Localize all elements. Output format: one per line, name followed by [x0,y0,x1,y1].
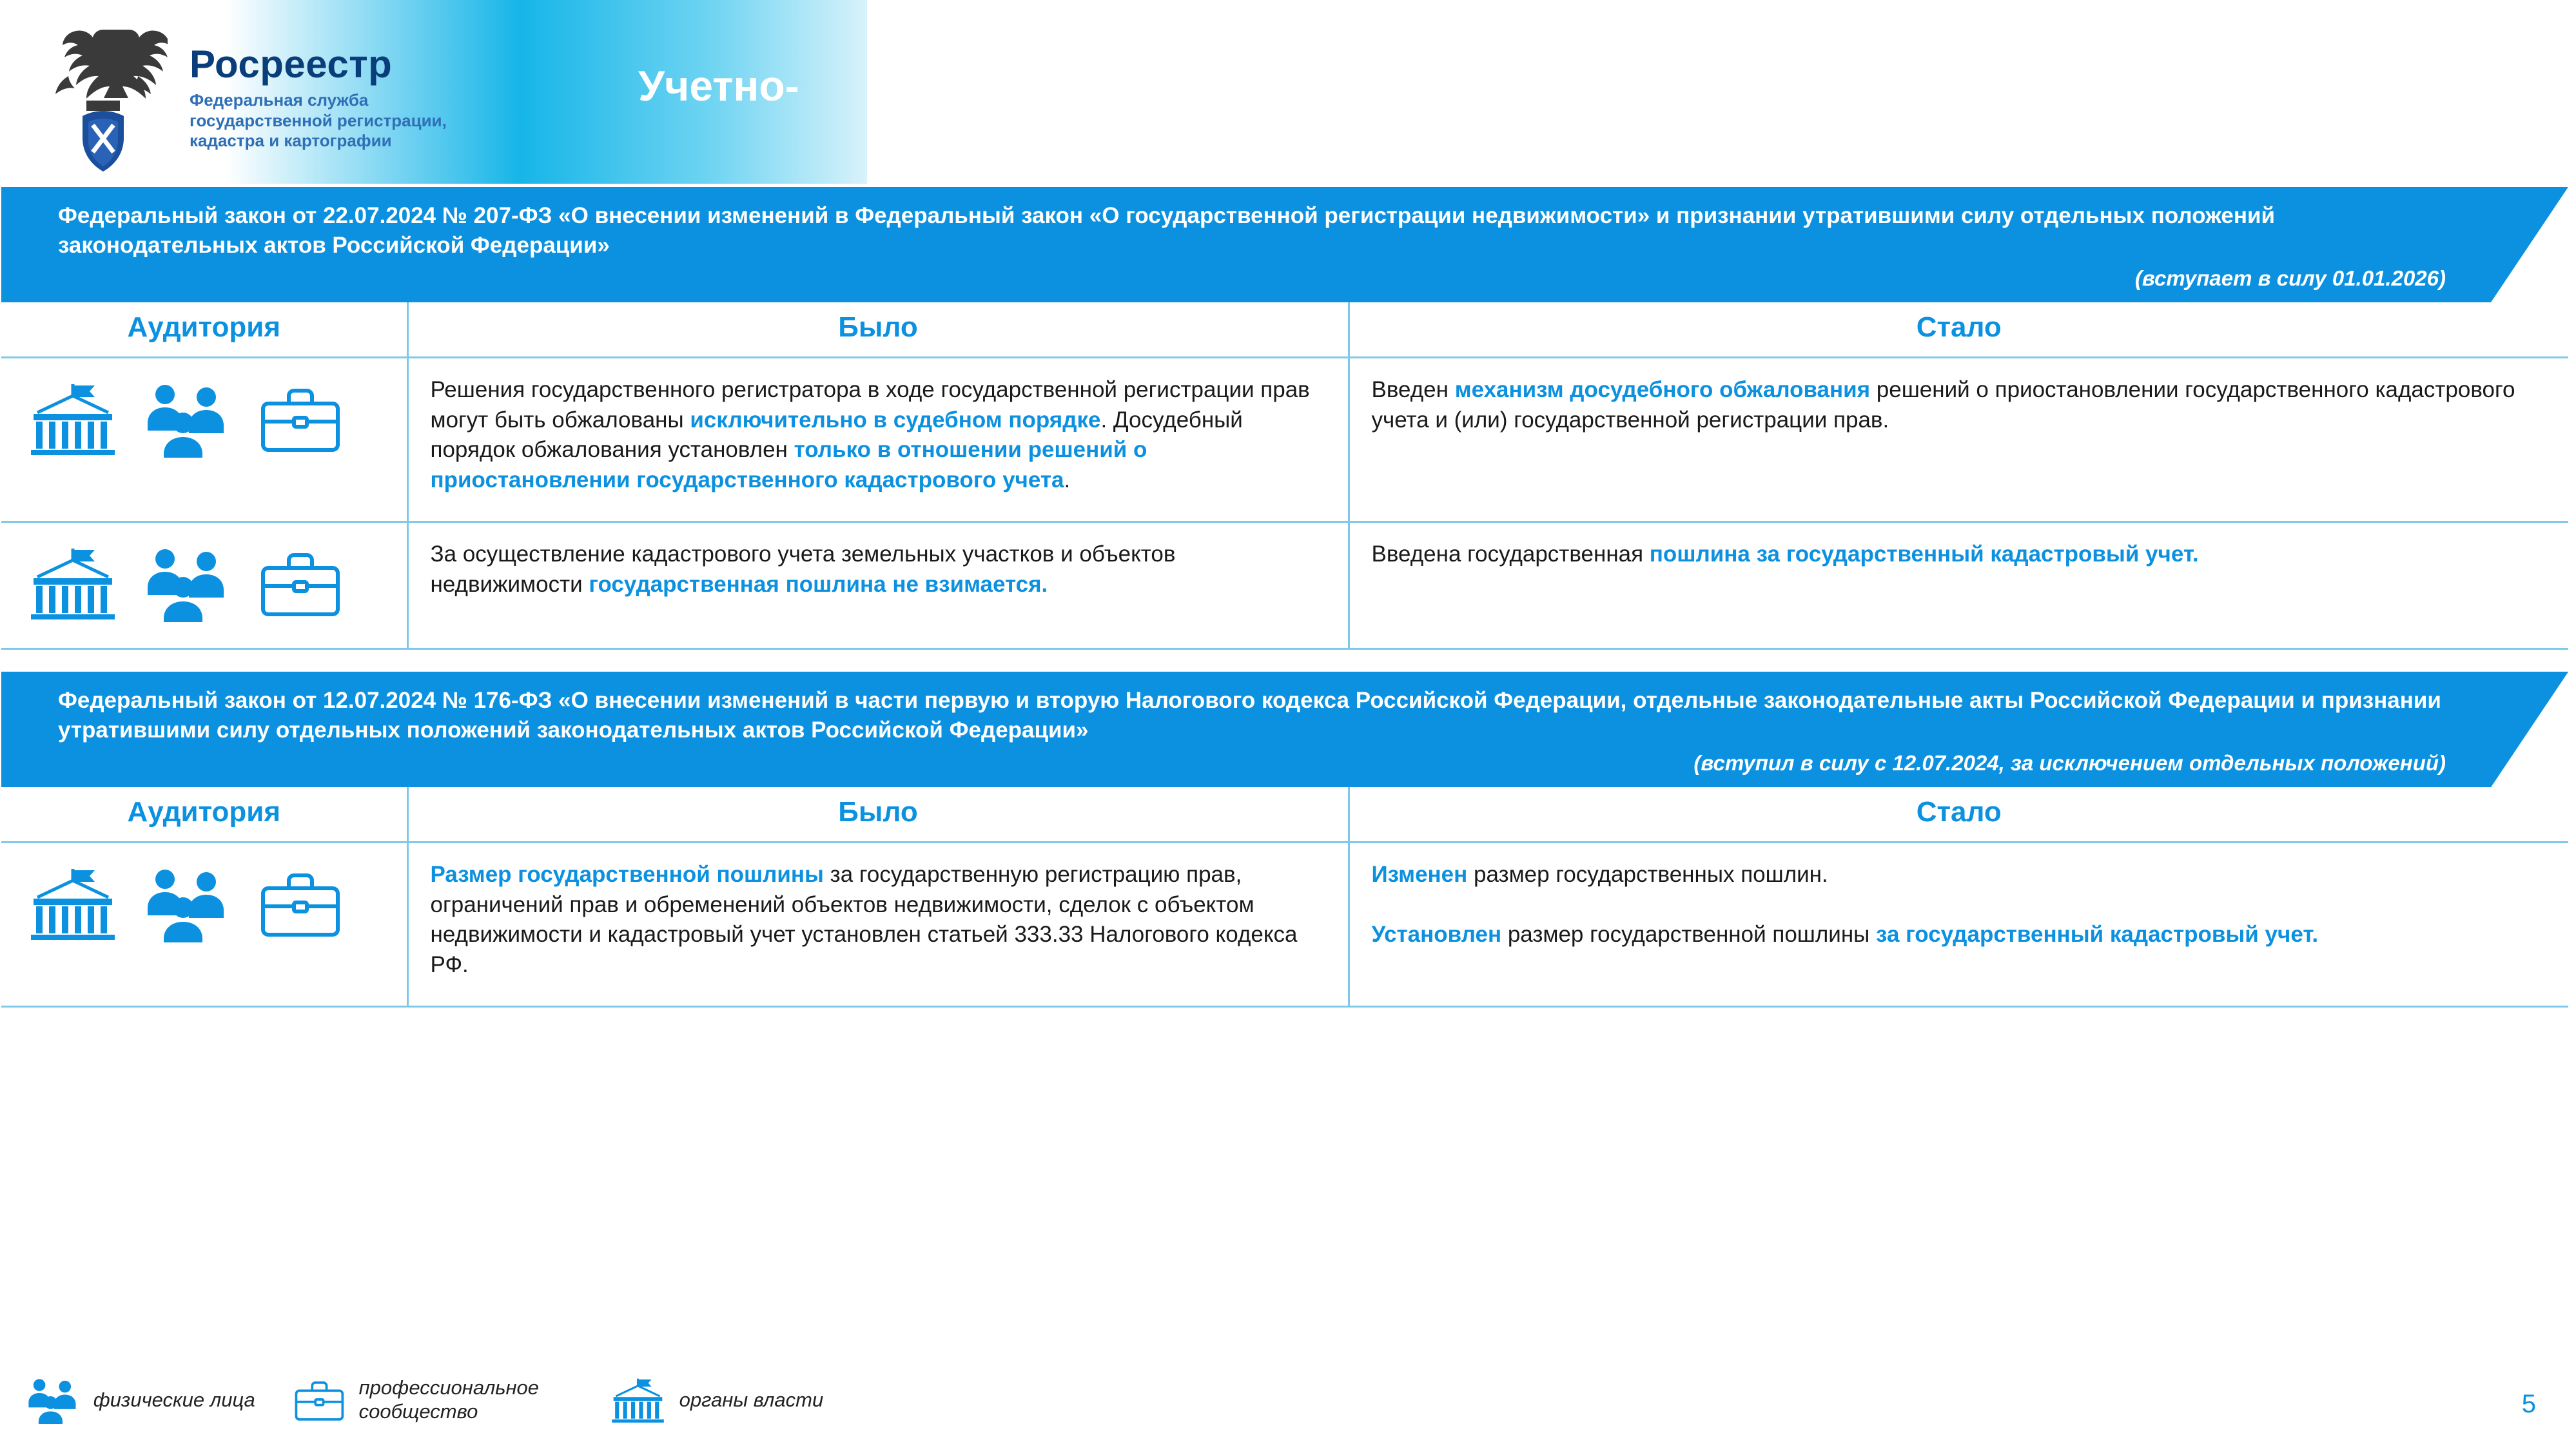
column-header-now: Стало [1349,787,2568,843]
people-icon [143,545,233,622]
people-icon [26,1376,82,1424]
body-text: размер государственных пошлин. [1467,862,1828,888]
table-header-row [1,302,2568,358]
body-text: . Досудебный порядок обжалования установлен [430,407,1243,463]
legend-item [291,1376,572,1424]
audience-icon-row [24,380,400,458]
column-header-audience: Аудитория [1,787,407,843]
now-cell [1349,522,2568,649]
legend-label: органы власти [679,1388,824,1411]
government-icon [24,865,121,942]
column-header-was: Было [407,787,1349,843]
audience-cell [1,843,407,1007]
briefcase-icon [255,380,346,458]
briefcase-icon [291,1376,347,1424]
briefcase-icon [255,545,346,622]
highlighted-text: за государственный кадастровый учет. [1876,922,2319,948]
highlighted-text: государственная пошлина не взимается. [589,571,1048,597]
was-cell [407,358,1349,522]
now-cell [1349,358,2568,522]
highlighted-text: исключительно в судебном порядке [690,407,1101,433]
law-title: Федеральный закон от 12.07.2024 № 176-ФЗ «О внесении изменений в части первую и вторую Налогового кодекса Российской Федерации, отдельные законодательные акты Российской Федерации и признании утратившими силу отдельных положений законодательных актов Российской Федерации» [58,688,2441,743]
body-text: Решения государственного регистратора в ходе государственной регистрации прав могут быть обжалованы [430,377,1310,433]
logo-text [190,14,447,151]
was-cell [407,522,1349,649]
table-row [1,522,2568,649]
government-icon [24,545,121,622]
briefcase-icon [255,865,346,942]
slide-header [0,0,2576,187]
logo-subtitle [190,90,447,151]
highlighted-text: Изменен [1371,862,1468,888]
body-text: за государственную регистрацию прав, ограничений прав и обременений объектов недвижимости, сделок с объектом недвижимости и кадастровый учет установлен статьей 333.33 Налогового кодекса РФ. [430,862,1298,977]
column-header-audience: Аудитория [1,302,407,358]
column-header-was: Было [407,302,1349,358]
body-text: решений о приостановлении государственного кадастрового учета и (или) государственной регистрации прав. [1371,377,2515,433]
table-header-row [1,787,2568,843]
column-header-now: Стало [1349,302,2568,358]
audience-cell [1,522,407,649]
law-effective-date-note: (вступил в силу с 12.07.2024, за исключением отдельных положений) [1693,751,2446,775]
law-title: Федеральный закон от 22.07.2024 № 207-ФЗ «О внесении изменений в Федеральный закон «О государственной регистрации недвижимости» и признании утратившими силу отдельных положений законодательных актов Российской Федерации» [58,203,2276,258]
highlighted-text: только в отношении решений о приостановлении государственного кадастрового учета [430,437,1147,492]
logo-subtitle-line-3: кадастра и картографии [190,131,392,151]
table-row [1,358,2568,522]
logo-subtitle-line-1: Федеральная служба [190,90,369,110]
slide-title: Учетно- [638,62,799,110]
body-text: размер государственной пошлины [1501,922,1877,948]
government-icon [24,380,121,458]
people-icon [143,380,233,458]
was-cell [407,843,1349,1007]
page-number: 5 [2521,1390,2536,1418]
legend [26,1376,823,1424]
government-icon [608,1376,668,1424]
body-text: . [1064,467,1071,492]
rosreestr-logo [39,14,447,175]
law-banner [1,672,2568,787]
logo-title: Росреестр [190,43,393,86]
law-effective-date-note: (вступает в силу 01.01.2026) [2134,266,2446,290]
table-row [1,843,2568,1007]
highlighted-text: Размер государственной пошлины [430,862,824,888]
block-spacer [0,650,2576,672]
body-text: За осуществление кадастрового учета земельных участков и объектов недвижимости [430,541,1176,597]
people-icon [143,865,233,942]
comparison-table [1,302,2568,650]
audience-icon-row [24,545,400,622]
highlighted-text: Установлен [1371,922,1502,948]
law-banner [1,187,2568,302]
legend-label: профессиональное сообщество [358,1376,540,1423]
comparison-table [1,787,2568,1008]
legend-item [608,1376,824,1424]
logo-subtitle-line-2: государственной регистрации, [190,110,447,130]
body-text: Введена государственная [1371,541,1650,567]
now-cell [1349,843,2568,1007]
audience-icon-row [24,865,400,942]
slide-content [0,187,2576,1008]
audience-cell [1,358,407,522]
legend-item [26,1376,255,1424]
body-text: Введен [1371,377,1455,402]
highlighted-text: пошлина за государственный кадастровый учет. [1649,541,2199,567]
legend-label: физические лица [93,1388,255,1411]
double-headed-eagle-icon [39,14,168,175]
highlighted-text: механизм досудебного обжалования [1454,377,1871,402]
